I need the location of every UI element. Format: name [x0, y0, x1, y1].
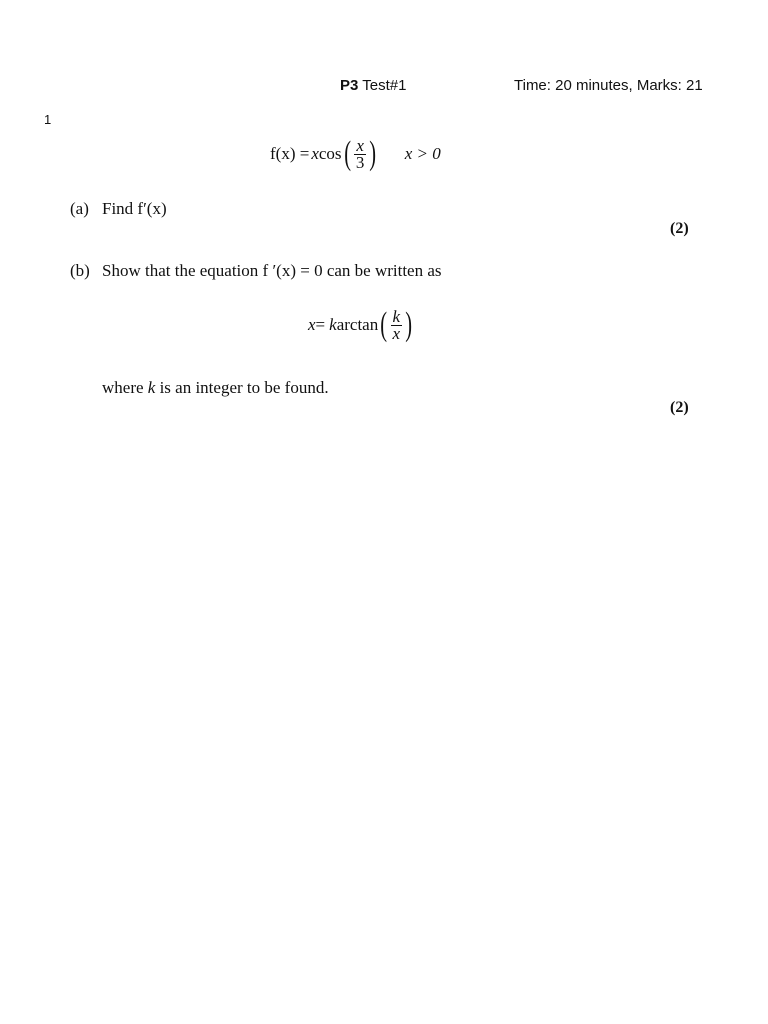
fraction-denominator: 3	[355, 152, 365, 172]
left-paren: (	[380, 306, 388, 343]
question-number: 1	[44, 112, 52, 127]
fraction-numerator: k	[392, 306, 401, 326]
function-cos: cos	[318, 144, 342, 163]
left-paren: (	[343, 135, 351, 172]
fraction-numerator: x	[356, 135, 364, 155]
where-post: is an integer to be found.	[155, 378, 329, 397]
part-b-label: (b)	[70, 261, 90, 280]
arctan-equation	[308, 304, 414, 346]
part-b-where-text	[102, 378, 329, 398]
fraction-denominator: x	[392, 323, 401, 343]
function-lhs: f(x) =	[270, 144, 310, 163]
equation-equals: =	[315, 315, 326, 334]
right-paren: )	[405, 306, 413, 343]
equation-k: k	[329, 315, 337, 334]
test-title	[340, 77, 406, 94]
fraction-x-over-3	[354, 135, 367, 172]
part-a-marks: (2)	[670, 220, 689, 237]
part-b-marks: (2)	[670, 399, 689, 416]
time-marks: Time: 20 minutes, Marks: 21	[514, 77, 703, 94]
where-pre: where	[102, 378, 148, 397]
fraction-k-over-x	[391, 306, 403, 343]
equation-lhs: x	[308, 315, 316, 334]
part-b-text: Show that the equation f ′(x) = 0 can be written as	[102, 261, 442, 280]
part-a-text: Find f′(x)	[102, 199, 167, 218]
test-title-name: Test#1	[358, 77, 407, 94]
part-a-label: (a)	[70, 199, 89, 218]
function-x: x	[311, 144, 319, 163]
domain-condition: x > 0	[404, 144, 441, 163]
test-title-code: P3	[340, 77, 359, 94]
where-k: k	[147, 378, 156, 397]
equation-arctan: arctan	[336, 315, 379, 334]
function-definition	[270, 134, 441, 174]
right-paren: )	[369, 135, 377, 172]
